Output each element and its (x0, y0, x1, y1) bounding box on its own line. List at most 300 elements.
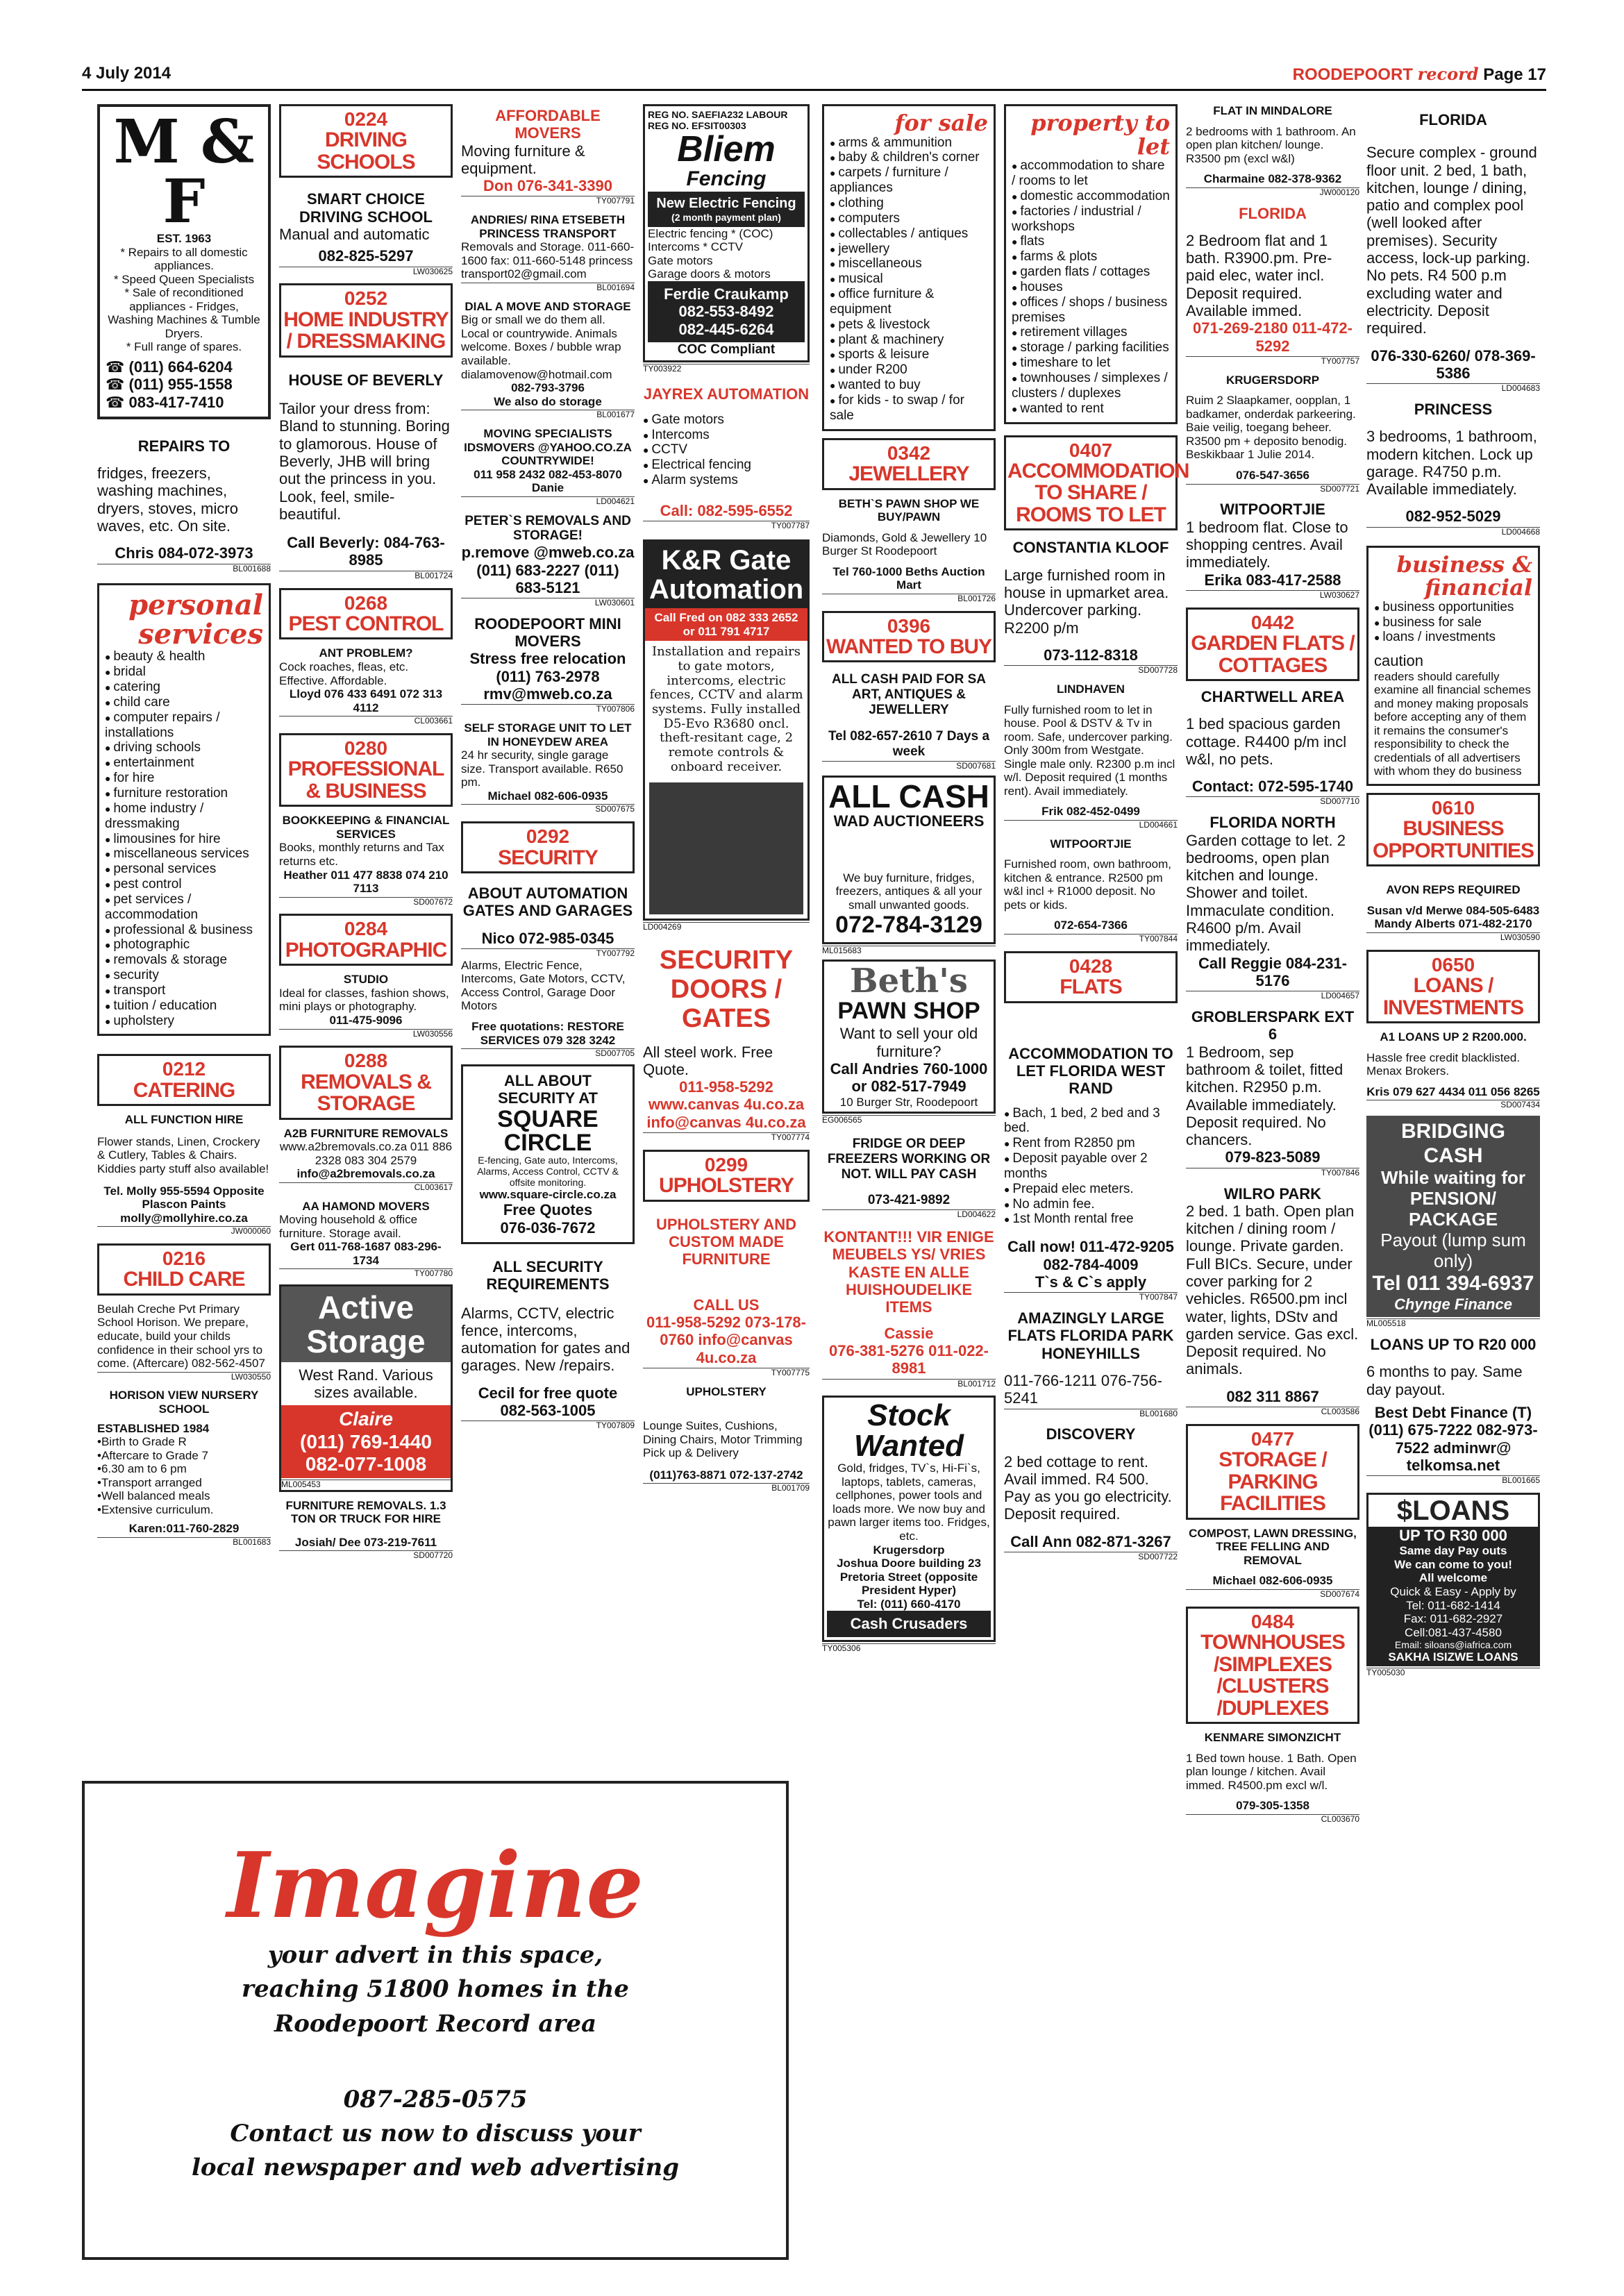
column-3 (461, 104, 635, 1431)
ad-contact: Frik 082-452-0499 (1041, 805, 1140, 819)
ad-line: Roodepoort Record area (274, 2009, 596, 2038)
ad-contact: 011 958 2432 082-453-8070 Danie (474, 467, 622, 495)
ad-item: ● Intercoms (643, 428, 810, 443)
ad-item: ● Electrical fencing (643, 458, 810, 473)
ad-contact: (011) 763-2978 rmv@mweb.co.za (483, 667, 612, 703)
class-header (1186, 1424, 1359, 1520)
ad-body: Furnished room, own bathroom, kitchen & entrance. R2500 pm w&l incl + R1000 deposit. No pets or kids. (1004, 857, 1171, 912)
ad-email: info@a2bremovals.co.za (296, 1167, 435, 1181)
category-item: ● timeshare to let (1012, 355, 1170, 371)
ad-ref: LD004622 (822, 1209, 996, 1220)
ad-tel: Tel 011 394-6937 (1372, 1271, 1534, 1295)
ad-title: MOVING SPECIALISTS IDSMOVERS @YAHOO.CO.ZA COUNTRYWIDE! (464, 426, 632, 468)
ad-title: AA HAMOND MOVERS (302, 1199, 430, 1213)
ad-body: Stress free relocation (469, 650, 626, 668)
ad-ref: TY007809 (461, 1421, 635, 1431)
ad-body: Manual and automatic (279, 225, 430, 243)
mf-logo: M & F (113, 107, 255, 237)
ad-body: 2 Bedroom flat and 1 bath. R3900.pm. Pre-paid elec, water incl. Deposit required. Available immed. (1186, 231, 1332, 320)
ad-contact: Nico 072-985-0345 (481, 929, 614, 947)
ad-title: FLORIDA (1239, 204, 1307, 222)
peters-ad (461, 514, 635, 608)
ad-body: 1 bedroom flat. Close to shopping centres. Avail immediately. (1186, 518, 1348, 571)
ad-title: Active Storage (281, 1287, 451, 1362)
ad-items (648, 227, 805, 281)
ad-sub2: (2 month payment plan) (671, 211, 781, 223)
ad-contact: Chris 084-072-3973 (115, 544, 253, 562)
ad-title: REPAIRS TO (137, 437, 231, 455)
category-item: ● storage / parking facilities (1012, 340, 1170, 355)
ad-title: ACCOMMODATION TO LET FLORIDA WEST RAND (1008, 1044, 1173, 1098)
ad-ref: BL001688 (97, 564, 271, 574)
ad-contact: Charmaine 082-378-9362 (1203, 172, 1342, 186)
category-list (1012, 158, 1170, 416)
ad-reg: REG NO. SAEFIA232 LABOUR REG NO. EFSIT00303 (648, 109, 788, 132)
ad-phones: 076-381-5276 011-022-8981 (829, 1341, 989, 1377)
ad-body: Alarms, Electric Fence, Intercoms, Gate Motors, CCTV, Access Control, Garage Door Motors (461, 958, 626, 1013)
ad-phone: 073-421-9892 (867, 1193, 951, 1208)
caution-title: caution (1374, 652, 1423, 670)
class-label: PEST CONTROL (288, 612, 444, 635)
hamond-ad (279, 1200, 453, 1280)
ad-contact: Tel 082-657-2610 7 Days a week (828, 729, 990, 759)
ad-line: your advert in this space, (267, 1941, 603, 1969)
ad-title: AFFORDABLE MOVERS (495, 107, 601, 142)
category-item: ● transport (105, 983, 263, 998)
category-item: ● retirement villages (1012, 325, 1170, 340)
class-number: 0396 (887, 614, 931, 637)
loans-r20000-ad (1366, 1336, 1540, 1486)
ad-extra: We also do storage (494, 394, 602, 408)
category-item: ● pet services / accommodation (105, 892, 263, 923)
ad-contact: Contact: 072-595-1740 (1191, 778, 1354, 796)
category-item: ● for kids - to swap / for sale (830, 393, 988, 424)
ad-item: ● Rent from R2850 pm (1004, 1136, 1178, 1151)
class-header (279, 283, 453, 357)
ad-body: Alarms, CCTV, electric fence, intercoms, automation for gates and garages. New /repairs. (461, 1304, 630, 1375)
category-item: ● wanted to buy (830, 378, 988, 393)
ad-title: JAYREX AUTOMATION (643, 385, 810, 403)
ad-name: Ferdie Craukamp (664, 285, 789, 303)
ad-title: UPHOLSTERY AND CUSTOM MADE FURNITURE (655, 1215, 797, 1268)
bridging-cash-ad (1366, 1116, 1540, 1317)
category-item: ● business opportunities (1374, 600, 1532, 615)
ad-ref: LW030601 (461, 598, 635, 608)
ad-body: 1 Bed town house. 1 Bath. Open plan lounge / kitchen. Avail immed. R4500.pm excl w/l. (1186, 1751, 1357, 1792)
compost-ad (1186, 1527, 1359, 1600)
automation-ad (461, 885, 635, 1059)
class-header (279, 588, 453, 640)
ad-ref: TY007846 (1186, 1168, 1359, 1178)
section-banner: personal services (128, 589, 263, 651)
witpoortjie-room-ad (1004, 837, 1178, 944)
ad-body: Moving furniture & equipment. (461, 142, 585, 177)
ad-body: Diamonds, Gold & Jewellery 10 Burger St Roodepoort (822, 530, 987, 558)
personal-services-index (97, 583, 271, 1036)
ad-ref: TY007791 (461, 196, 635, 206)
category-list (830, 135, 988, 424)
ad-title: DIAL A MOVE AND STORAGE (464, 299, 631, 313)
ad-ref: TY007844 (1004, 934, 1178, 944)
ad-line: Same day Pay outs (1399, 1544, 1507, 1558)
creche-ad (97, 1302, 271, 1382)
bliem-ad (643, 104, 810, 362)
ad-body: Installation and repairs to gate motors, intercoms, electric fences, CCTV and alarm systems. Fully installed D5-Evo R3680 oncl. theft-resitant cage, 2 remote controls & onboard receiver. (649, 644, 803, 774)
ad-phone: (011) 769-1440 (300, 1430, 432, 1452)
ad-line: reaching 51800 homes in the (242, 1975, 629, 2004)
ad-title: AVON REPS REQUIRED (1386, 883, 1521, 897)
category-item: ● garden flats / cottages (1012, 265, 1170, 280)
ad-title: KENMARE SIMONZICHT (1204, 1731, 1341, 1745)
ad-line: Fax: 011-682-2927 (1403, 1612, 1503, 1626)
category-item: ● child care (105, 695, 263, 710)
ad-ref: SD007681 (822, 761, 996, 771)
column-7 (1186, 104, 1359, 1825)
ad-body: Books, monthly returns and Tax returns etc. (279, 841, 444, 868)
ad-line: Cell:081-437-4580 (1405, 1625, 1502, 1639)
ad-phone: 072-654-7366 (1054, 919, 1128, 932)
ad-item: ● No admin fee. (1004, 1197, 1178, 1212)
beths-pawn-ad (822, 960, 996, 1114)
ad-title: WITPOORTJIE (1220, 501, 1325, 519)
category-item: ● security (105, 968, 263, 983)
column-4 (643, 104, 810, 1493)
ad-line: SAKHA ISIZWE LOANS (1388, 1650, 1518, 1664)
ad-ref: JW000060 (97, 1226, 271, 1237)
class-number: 0284 (344, 918, 388, 940)
ad-body: Garden cottage to let. 2 bedrooms, open plan kitchen and lounge. Shower and toilet. Immaculate condition. R4600 p/m. Avail immediately. (1186, 831, 1346, 955)
ad-ref: LD004668 (1366, 527, 1540, 537)
allsec-ad (461, 1258, 635, 1431)
class-number: 0342 (887, 442, 931, 464)
repairs-ad (97, 437, 271, 574)
ad-title: BOOKKEEPING & FINANCIAL SERVICES (282, 814, 450, 841)
ad-contact: Erika 083-417-2588 (1204, 571, 1341, 589)
ad-contact: Don 076-341-3390 (483, 177, 612, 195)
kr-ad (643, 539, 810, 921)
class-header (97, 1054, 271, 1106)
category-item: ● photographic (105, 937, 263, 953)
class-label: DRIVING SCHOOLS (317, 128, 415, 174)
ad-item: ● Alarm systems (643, 473, 810, 488)
category-list (1374, 600, 1532, 646)
ad-item: ● Bach, 1 bed, 2 bed and 3 bed. (1004, 1106, 1178, 1137)
class-header (97, 1243, 271, 1296)
ad-contact: Call Andries 760-1000 or 082-517-7949 (830, 1060, 988, 1096)
category-item: ● wanted to rent (1012, 401, 1170, 417)
krugersdorp-ad (1186, 374, 1359, 494)
ad-body: 2 bed. 1 bath. Open plan kitchen / dining room / lounge. Private garden. Full BICs. Secure, under cover parking for 2 vehicles. R6500.pm incl water, lights, DStv and garden service. Gas excl. Deposit required. No animals. (1186, 1202, 1359, 1378)
ad-call: CALL US (693, 1296, 760, 1314)
class-number: 0252 (344, 287, 388, 310)
category-item: ● accommodation to share / rooms to let (1012, 158, 1170, 189)
ad-contact: Heather 011 477 8838 074 210 7113 (283, 868, 449, 896)
ad-ref: LD004621 (461, 496, 635, 507)
class-label: SECURITY (498, 846, 598, 869)
ad-title: BETH`S PAWN SHOP WE BUY/PAWN (838, 496, 980, 524)
ad-ref: TY007774 (643, 1132, 810, 1143)
category-item: ● professional & business (105, 923, 263, 938)
ad-contact: Michael 082-606-0935 (1212, 1574, 1333, 1588)
class-header (1004, 435, 1189, 531)
ad-body: Ideal for classes, fashion shows, mini plays or photography. (279, 986, 449, 1014)
ad-body: All steel work. Free Quote. (643, 1043, 773, 1078)
ad-title: FRIDGE OR DEEP FREEZERS WORKING OR NOT. WILL PAY CASH (827, 1136, 991, 1182)
selfstorage-ad (461, 721, 635, 814)
class-header (822, 611, 996, 663)
ad-title: KONTANT!!! VIR ENIGE MEUBELS YS/ VRIES KASTE EN ALLE HUISHOUDELIKE ITEMS (823, 1228, 994, 1316)
ad-line: Email: siloans@iafrica.com (1394, 1639, 1512, 1651)
category-item: ● pest control (105, 877, 263, 892)
ad-phone: 011-475-9096 (329, 1013, 403, 1027)
category-item: ● removals & storage (105, 953, 263, 968)
ad-title: UPHOLSTERY (686, 1384, 767, 1398)
moving-ad (461, 427, 635, 507)
ad-title: ROODEPOORT MINI MOVERS (474, 614, 621, 651)
category-item: ● catering (105, 680, 263, 695)
ad-items (1004, 1106, 1178, 1227)
ad-title: PAWN SHOP (837, 998, 980, 1025)
class-label: CHILD CARE (123, 1268, 245, 1291)
category-item: ● computer repairs / installations (105, 710, 263, 741)
ad-body: Hassle free credit blacklisted. Menax Brokers. (1366, 1050, 1521, 1078)
ad-payout: Payout (lump sum only) (1380, 1229, 1526, 1271)
dial-ad (461, 300, 635, 420)
ad-ref: SD007672 (279, 897, 453, 907)
class-header (279, 733, 453, 807)
ad-title: Stock Wanted (853, 1398, 964, 1464)
florida-flat-ad (1186, 205, 1359, 367)
phone-icon: ☎ (106, 393, 129, 411)
ad-ref: TY007806 (461, 704, 635, 714)
affordable-ad (461, 107, 635, 206)
class-number: 0280 (344, 737, 388, 759)
ad-ref: CL003586 (1186, 1407, 1359, 1417)
ad-ref: BL001712 (822, 1379, 996, 1389)
ad-ref: EG006565 (822, 1115, 996, 1125)
class-label: LOANS / INVESTMENTS (1382, 974, 1524, 1019)
category-item: ● baby & children's corner (830, 150, 988, 165)
kenmare-ad (1186, 1731, 1359, 1825)
ad-title: COMPOST, LAWN DRESSING, TREE FELLING AND REMOVAL (1189, 1526, 1357, 1567)
ad-item: Intercoms * CCTV (648, 240, 743, 254)
ad-ref: TY007780 (279, 1268, 453, 1279)
category-item: ● factories / industrial / workshops (1012, 204, 1170, 235)
ad-line: All welcome (1418, 1571, 1488, 1585)
section-banner: for sale (894, 110, 988, 136)
category-item: ● computers (830, 211, 988, 226)
ad-line: We can come to you! (1394, 1557, 1512, 1571)
ad-contact: Susan v/d Merwe 084-505-6483 Mandy Alberts 071-482-2170 (1366, 903, 1540, 931)
class-number: 0650 (1431, 953, 1475, 975)
ad-title: GROBLERSPARK EXT 6 (1191, 1008, 1355, 1044)
class-label: WANTED TO BUY (826, 635, 992, 658)
category-item: ● personal services (105, 862, 263, 877)
ad-phone: 076-036-7672 (500, 1218, 596, 1237)
ad-ref: SD007675 (461, 804, 635, 814)
ad-item: Gate motors (648, 253, 713, 267)
column-2 (279, 104, 453, 1561)
class-header (1366, 793, 1540, 866)
ad-contact: Lloyd 076 433 6491 072 313 4112 (289, 687, 443, 714)
ad-phone: 073-112-8318 (1044, 646, 1138, 664)
secdoors-ad (643, 946, 810, 1143)
lindhaven-ad (1004, 682, 1178, 830)
ad-title: CHARTWELL AREA (1200, 688, 1345, 705)
ad-body: Moving household & office furniture. Storage avail. (279, 1213, 418, 1240)
class-header (279, 104, 453, 178)
ad-contact-block (281, 1405, 451, 1478)
ad-ref: TY007757 (1186, 356, 1359, 367)
ad-ref: BL001683 (97, 1537, 271, 1548)
ad-brand: $LOANS (1368, 1495, 1538, 1527)
ad-phone: 082-553-8492 (678, 303, 774, 321)
ad-contact: Call Ann 082-871-3267 (1010, 1532, 1171, 1550)
ad-brand-sub: Fencing (686, 167, 767, 191)
ad-ref: TY003922 (643, 364, 810, 374)
ad-phones: 011-766-1211 076-756-5241 (1004, 1371, 1162, 1407)
issue-date: 4 July 2014 (82, 64, 171, 83)
ad-item: ● Prepaid elec meters. (1004, 1182, 1178, 1197)
ad-title: ALL ABOUT SECURITY AT (498, 1071, 598, 1107)
ad-body: 1 Bedroom, sep bathroom & toilet, fitted kitchen. R2950 p.m. Available immediately. Deposit required. No chancers. (1186, 1043, 1343, 1149)
ad-body: 1 bed spacious garden cottage. R4400 p/m incl w&l, no pets. (1186, 715, 1347, 768)
mf-est: EST. 1963 (156, 232, 212, 245)
ad-title: AMAZINGLY LARGE FLATS FLORIDA PARK HONEYHILLS (1007, 1309, 1174, 1362)
class-header (1366, 950, 1540, 1023)
ad-title: ALL CASH PAID FOR SA ART, ANTIQUES & JEWELLERY (831, 672, 987, 718)
ad-body: Removals and Storage. 011-660-1600 fax: 011-660-5148 princess transport02@gmail.com (461, 240, 635, 281)
ad-body: Gold, fridges, TV`s, Hi-Fi`s, laptops, tablets, cameras, cellphones, power tools and loads more. We now buy and pawn larger items too. Fridges, etc. (828, 1461, 990, 1543)
class-label: ACCOMMODATION TO SHARE / ROOMS TO LET (1007, 459, 1189, 526)
cash-ad (822, 672, 996, 771)
ad-ref: ML005518 (1366, 1318, 1540, 1329)
florida-west-ad (1004, 1045, 1178, 1302)
phone-number: (011) 955-1558 (128, 376, 233, 394)
ad-ref: TY007847 (1004, 1292, 1178, 1302)
custom-ad (643, 1216, 810, 1378)
category-item: ● pets & livestock (830, 317, 988, 333)
ad-phone: 082-793-3796 (511, 381, 585, 395)
category-item: ● bridal (105, 664, 263, 680)
ad-title: LINDHAVEN (1057, 682, 1125, 696)
class-label: GARDEN FLATS / COTTAGES (1191, 632, 1355, 677)
allcash-ad (822, 776, 996, 944)
ad-title: SECURITY DOORS / GATES (659, 946, 794, 1033)
ad-ref: SD007710 (1186, 796, 1359, 807)
ad-contact: Best Debt Finance (T) (011) 675-7222 082-973-7522 adminwr@ telkomsa.net (1368, 1404, 1538, 1474)
ad-ref: BL001680 (1004, 1409, 1178, 1419)
upholstery2-ad (643, 1385, 810, 1494)
ad-ref: SD007674 (1186, 1589, 1359, 1600)
ad-ref: SD007728 (1004, 665, 1178, 676)
ad-body: Fully furnished room to let in house. Pool & DSTV & Tv in room. Safe, undercover parking. Only 300m from Westgate. Single male only. R2300 p.m incl w/l. Deposit required (1 months rent). Avail immediately. (1004, 703, 1175, 798)
ad-ref: ML005453 (281, 1480, 451, 1490)
ad-name: Cassie (884, 1324, 934, 1342)
ad-quote: Free quotations: RESTORE SERVICES 079 328 3242 (471, 1020, 624, 1047)
kontant-ad (822, 1228, 996, 1389)
class-number: 0484 (1250, 1610, 1295, 1632)
category-item: ● miscellaneous services (105, 846, 263, 862)
class-header (1004, 951, 1178, 1003)
phone-icon: ☎ (106, 376, 129, 394)
class-number: 0212 (162, 1058, 206, 1080)
hire-ad (97, 1113, 271, 1237)
ad-item: ● 1st Month rental free (1004, 1212, 1178, 1227)
ad-title: CONSTANTIA KLOOF (1012, 539, 1169, 557)
ad-phones: 076-330-6260/ 078-369-5386 (1371, 346, 1536, 382)
ad-ref: JW000120 (1186, 187, 1359, 198)
ad-ref: BL001724 (279, 571, 453, 581)
ad-phone: 082-445-6264 (678, 320, 774, 338)
studio-ad (279, 973, 453, 1039)
class-number: 0477 (1250, 1427, 1295, 1450)
phone-number: (011) 664-6204 (128, 358, 233, 376)
ad-ref: CL003617 (279, 1182, 453, 1193)
ad-title: ALL SECURITY REQUIREMENTS (486, 1257, 610, 1293)
mf-line: * Speed Queen Specialists (113, 272, 255, 286)
horison-ad (97, 1389, 271, 1547)
ad-body: 6 months to pay. Same day payout. (1366, 1363, 1523, 1398)
category-item: ● arms & ammunition (830, 135, 988, 151)
ad-body: Cock roaches, fleas, etc. Effective. Affordable. (279, 660, 409, 687)
category-item: ● farms & plots (1012, 249, 1170, 265)
ad-contact: Tel 760-1000 Beths Auction Mart (832, 564, 985, 592)
ad-terms: T`s & C`s apply (1035, 1273, 1147, 1291)
ad-sub: WAD AUCTIONEERS (833, 812, 985, 830)
ad-ref: BL001665 (1366, 1475, 1540, 1486)
column-8 (1366, 104, 1540, 1678)
ad-line: UP TO R30 000 (1399, 1527, 1507, 1545)
mf-line: * Repairs to all domestic appliances. (120, 245, 248, 273)
ad-title: BRIDGING CASH (1401, 1120, 1505, 1167)
ad-coc: COC Compliant (677, 342, 776, 357)
square-circle-ad (461, 1064, 635, 1244)
column-1 (97, 104, 271, 1548)
category-item: ● beauty & health (105, 649, 263, 664)
florida-north-ad (1186, 814, 1359, 1001)
mf-phone (106, 394, 262, 411)
ad-title: K&R Gate Automation (645, 542, 807, 608)
ad-ref: ML015683 (822, 946, 996, 956)
category-item: ● for hire (105, 771, 263, 786)
class-number: 0442 (1250, 611, 1295, 633)
ad-brand: Cash Crusaders (827, 1611, 991, 1636)
caution-body: readers should carefully examine all financial schemes and money making proposals before accepting any of them it remains the consumer's responsibility to check the credentials of all advertisers with whom they do business (1374, 669, 1531, 778)
mf-phones (106, 358, 262, 411)
class-number: 0288 (344, 1050, 388, 1072)
category-item: ● home industry / dressmaking (105, 801, 263, 832)
ad-contact: Call Fred on 082 333 2652 or 011 791 4717 (645, 608, 807, 641)
jayrex-ad (643, 385, 810, 532)
ad-ref: TY007775 (643, 1368, 810, 1378)
ad-item: •Extensive curriculum. (97, 1502, 214, 1516)
ad-body: We buy furniture, fridges, freezers, antiques & all your small unwanted goods. (835, 871, 982, 912)
ad-contact: (011)763-8871 072-137-2742 (649, 1468, 803, 1482)
imagine-house-ad (82, 1781, 789, 2260)
class-label: PROFESSIONAL & BUSINESS (287, 757, 444, 803)
category-item: ● carpets / furniture / appliances (830, 165, 988, 196)
minimovers-ad (461, 615, 635, 714)
ad-item: Garage doors & motors (648, 267, 771, 281)
ad-title: WILRO PARK (1223, 1184, 1322, 1203)
ad-sub: West Rand. Various sizes available. (299, 1366, 433, 1402)
discovery-ad (1004, 1425, 1178, 1562)
ad-item: •Well balanced meals (97, 1489, 210, 1503)
ad-ref: SD007720 (279, 1550, 453, 1561)
class-header (1186, 1607, 1359, 1724)
for-sale-index (822, 104, 996, 431)
